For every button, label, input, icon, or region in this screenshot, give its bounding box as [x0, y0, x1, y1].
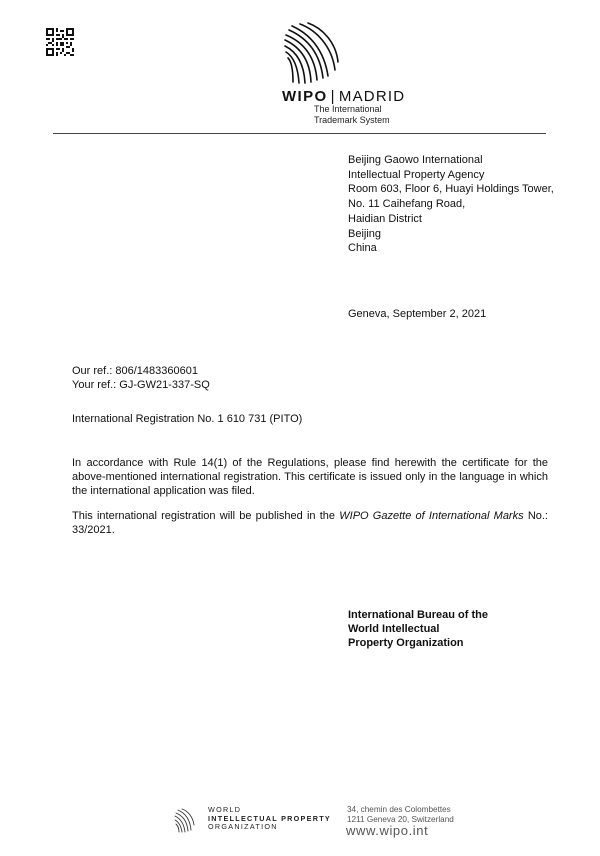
body-paragraph-2 [72, 509, 548, 537]
wipo-globe-logo [280, 20, 342, 88]
footer-organization [208, 806, 331, 832]
footer-globe-logo [173, 808, 195, 834]
address-line: Haidian District [348, 212, 422, 225]
paragraph-text: This international registration will be published in the [72, 510, 340, 522]
address-line: China [348, 242, 377, 255]
signature-line: World Intellectual [348, 623, 440, 635]
footer-address-line: 1211 Geneva 20, Switzerland [347, 814, 454, 824]
references [72, 365, 210, 392]
body-paragraph-1: In accordance with Rule 14(1) of the Regulations, please find herewith the certificate for the above-mentioned international registration. This certificate is issued only in the language in which the international application was filed. [72, 457, 548, 497]
recipient-address [348, 153, 554, 256]
logo-madrid: MADRID [338, 88, 406, 105]
gazette-title: WIPO Gazette of International Marks [339, 510, 524, 522]
logo-wipo: WIPO [282, 88, 328, 105]
footer-org-line: INTELLECTUAL PROPERTY [208, 813, 332, 823]
logo-subtitle [314, 104, 390, 125]
letter-date: Geneva, September 2, 2021 [348, 308, 487, 320]
logo-wordmark [282, 88, 405, 105]
address-line: Room 603, Floor 6, Huayi Holdings Tower, [348, 183, 554, 196]
logo-subtitle-line: The International [314, 104, 382, 114]
footer-address [347, 805, 454, 824]
address-line: Beijing Gaowo International [348, 154, 483, 166]
paragraph-text: No.: 33/2021. [72, 510, 548, 536]
qr-code [46, 28, 74, 56]
logo-subtitle-line: Trademark System [314, 114, 390, 125]
logo-separator: | [330, 88, 336, 105]
your-reference: Your ref.: GJ-GW21-337-SQ [72, 378, 210, 391]
signature-line: International Bureau of the [348, 609, 488, 621]
footer-website[interactable]: www.wipo.int [346, 823, 429, 838]
header-divider [53, 133, 546, 134]
address-line: No. 11 Caihefang Road, [348, 198, 466, 211]
signature-line: Property Organization [348, 637, 464, 649]
footer-address-line: 34, chemin des Colombettes [347, 805, 451, 814]
our-reference: Our ref.: 806/1483360601 [72, 365, 198, 377]
footer-org-line: WORLD [208, 805, 242, 814]
address-line: Beijing [348, 227, 382, 240]
signature-block [348, 608, 488, 650]
address-line: Intellectual Property Agency [348, 168, 485, 181]
footer-org-line: ORGANIZATION [208, 822, 278, 832]
registration-number: International Registration No. 1 610 731 (PITO) [72, 413, 303, 425]
